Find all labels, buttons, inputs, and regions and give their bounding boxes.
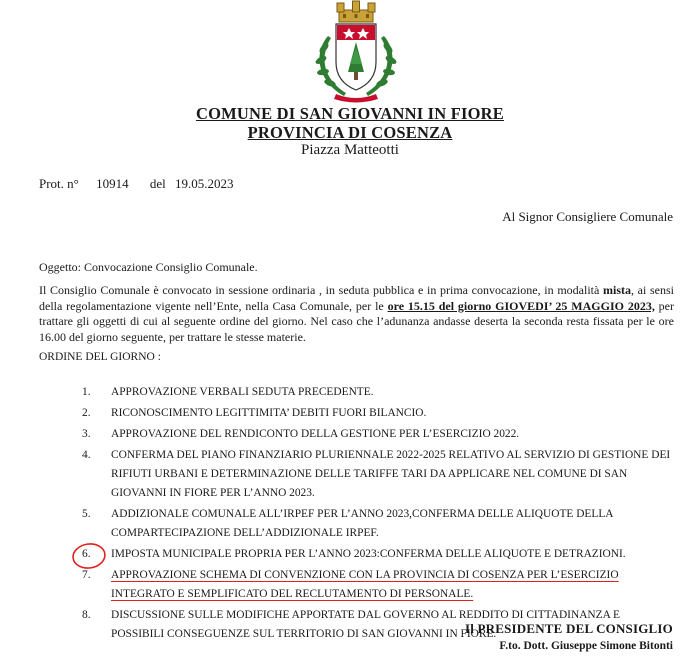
agenda-item-text: ADDIZIONALE COMUNALE ALL’IRPEF PER L’ANNO 2023,CONFERMA DELLE ALIQUOTE DELLA COMPARTECIPAZIONE DELL’ADDIZIONALE IRPEF. xyxy=(111,508,613,539)
province-title: PROVINCIA DI COSENZA xyxy=(247,123,453,142)
shield-icon xyxy=(336,24,376,90)
subject-line: Oggetto: Convocazione Consiglio Comunale. xyxy=(39,260,258,274)
agenda-item xyxy=(82,383,672,402)
convocation-paragraph xyxy=(39,283,674,345)
signature-name: F.to. Dott. Giuseppe Simone Bitonti xyxy=(499,640,673,652)
paragraph-text-1: Il Consiglio Comunale è convocato in sessione ordinaria , in seduta pubblica e in prima convocazione, in modalità xyxy=(39,283,603,297)
agenda-item-number: 1. xyxy=(82,386,91,398)
agenda-list xyxy=(82,383,672,646)
agenda-item xyxy=(82,425,672,444)
agenda-item-text: RICONOSCIMENTO LEGITTIMITA’ DEBITI FUORI BILANCIO. xyxy=(111,407,427,419)
signature-title: Il PRESIDENTE DEL CONSIGLIO xyxy=(464,621,673,636)
municipality-title: COMUNE DI SAN GIOVANNI IN FIORE xyxy=(196,104,504,123)
agenda-item-text: APPROVAZIONE DEL RENDICONTO DELLA GESTIONE PER L’ESERCIZIO 2022. xyxy=(111,428,520,440)
recipient-line: Al Signor Consigliere Comunale xyxy=(502,209,673,224)
crown-icon xyxy=(337,1,375,22)
agenda-item xyxy=(82,404,672,423)
agenda-item xyxy=(82,446,672,503)
agenda-item-number: 5. xyxy=(82,508,91,520)
agenda-item-text: CONFERMA DEL PIANO FINANZIARIO PLURIENNALE 2022-2025 RELATIVO AL SERVIZIO DI GESTIONE DEI RIFIUTI URBANI E DETERMINAZIONE DELLE TARIFFE TARI DA APPLICARE NEL COMUNE DI SAN GIOVANNI IN FIORE PER L’ANNO 2023. xyxy=(111,449,671,499)
agenda-item-number: 3. xyxy=(82,428,91,440)
protocol-label: Prot. n° xyxy=(39,176,79,191)
agenda-item-number: 2. xyxy=(82,407,91,419)
agenda-item-text: IMPOSTA MUNICIPALE PROPRIA PER L’ANNO 2023:CONFERMA DELLE ALIQUOTE E DETRAZIONI. xyxy=(111,548,626,560)
protocol-number: 10914 xyxy=(96,176,129,191)
agenda-item xyxy=(82,505,672,543)
paragraph-text-2: , ai sensi della regolamentazione vigente nell’Ente, nella Casa Comunale, per le xyxy=(39,283,674,313)
agenda-item-number: 8. xyxy=(82,609,91,621)
ribbon-icon xyxy=(334,94,378,103)
protocol-date: 19.05.2023 xyxy=(175,176,234,191)
agenda-item-text: DISCUSSIONE SULLE MODIFICHE APPORTATE DAL GOVERNO AL REDDITO DI CITTADINANZA E POSSIBILI CONSEGUENZE SUL TERRITORIO DI SAN GIOVANNI IN FIORE. xyxy=(111,609,621,640)
agenda-item-number: 6. xyxy=(82,548,91,560)
agenda-item-highlighted xyxy=(82,566,672,604)
protocol-date-label: del xyxy=(149,176,166,191)
address-line: Piazza Matteotti xyxy=(301,142,399,158)
agenda-item-text: APPROVAZIONE SCHEMA DI CONVENZIONE CON LA PROVINCIA DI COSENZA PER L’ESERCIZIO INTEGRATO E SEMPLIFICATO DEL RECLUTAMENTO DI PERSONALE. xyxy=(111,569,619,600)
meeting-mode: mista xyxy=(602,283,631,297)
coat-of-arms-emblem xyxy=(306,0,406,106)
agenda-item-text: APPROVAZIONE VERBALI SEDUTA PRECEDENTE. xyxy=(111,386,374,398)
agenda-item-number: 7. xyxy=(82,569,91,581)
paragraph-text-3: per trattare gli oggetti di cui al seguente ordine del giorno. Nel caso che l’adunanza andasse deserta la seconda resta fissata per le ore 16.00 del giorno seguente, per trattare le stesse materie. xyxy=(39,298,675,344)
agenda-item xyxy=(82,545,672,564)
agenda-item-number: 4. xyxy=(82,449,91,461)
meeting-datetime: ore 15.15 del giorno GIOVEDI’ 25 MAGGIO 2023, xyxy=(387,298,655,313)
protocol-line xyxy=(39,176,234,192)
agenda-title: ORDINE DEL GIORNO : xyxy=(39,351,161,363)
